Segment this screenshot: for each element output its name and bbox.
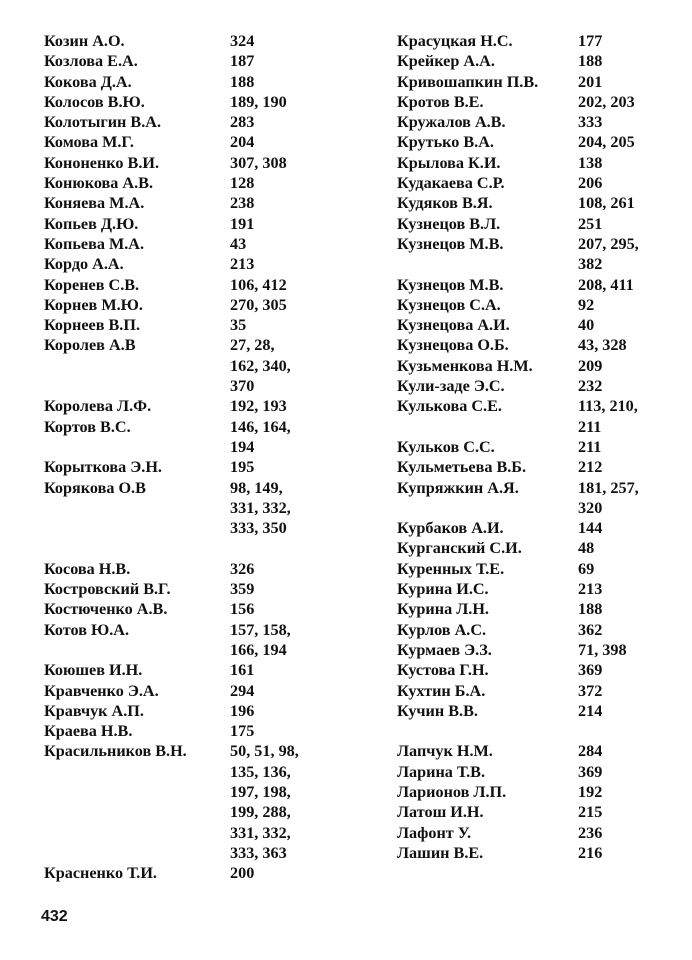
author-name: Крейкер А.А. <box>397 52 495 71</box>
page-references: 214 <box>578 701 603 720</box>
author-name: Козин А.О. <box>44 32 125 50</box>
author-name: Кротов В.Е. <box>397 92 484 111</box>
author-name: Крутько В.А. <box>397 133 494 152</box>
index-entry <box>397 478 682 519</box>
index-entry <box>44 214 344 234</box>
index-entry <box>397 31 682 51</box>
author-name: Корыткова Э.Н. <box>44 458 162 477</box>
page-references: 212 <box>578 458 603 477</box>
page-references: 50, 51, 98, 135, 136, 197, 198, 199, 288, 331, 332, 333, 363 <box>230 742 299 862</box>
author-name: Кули-заде Э.С. <box>397 377 505 396</box>
index-entry <box>44 275 344 295</box>
index-entry <box>397 457 682 477</box>
index-entry <box>397 315 682 335</box>
author-name: Курбаков А.И. <box>397 519 504 538</box>
page-references: 284 <box>578 742 603 761</box>
author-name: Латош И.Н. <box>397 803 484 822</box>
author-name: Копьева М.А. <box>44 234 145 253</box>
page-references: 215 <box>578 803 603 822</box>
page-references: 206 <box>578 174 603 193</box>
author-name: Курмаев Э.З. <box>397 640 492 659</box>
index-entry <box>44 112 344 132</box>
index-entry <box>44 72 344 92</box>
author-name: Кузнецов М.В. <box>397 234 504 253</box>
page-references: 175 <box>230 722 255 741</box>
index-entry <box>397 275 682 295</box>
page-references: 192, 193 <box>230 397 287 416</box>
author-name: Красильников В.Н. <box>44 742 187 761</box>
index-entry <box>397 295 682 315</box>
page-references: 69 <box>578 559 595 578</box>
index-entry <box>44 335 344 396</box>
page-number: 432 <box>41 908 68 925</box>
author-name: Комова М.Г. <box>44 133 134 152</box>
index-entry <box>397 132 682 152</box>
index-entry <box>44 396 344 416</box>
author-name: Кухтин Б.А. <box>397 681 486 700</box>
index-entry <box>397 335 682 355</box>
page-references: 188 <box>578 600 603 619</box>
page-references: 369 <box>578 762 603 781</box>
index-entry <box>397 396 682 437</box>
index-entry <box>397 437 682 457</box>
page-references: 157, 158, 166, 194 <box>230 620 291 659</box>
page-references: 196 <box>230 701 255 720</box>
page-references: 113, 210, 211 <box>578 397 638 436</box>
page-references: 177 <box>578 32 603 50</box>
author-name: Курганский С.И. <box>397 539 522 558</box>
index-entry <box>44 193 344 213</box>
page-references: 283 <box>230 113 255 132</box>
page-references: 192 <box>578 782 603 801</box>
author-name: Колотыгин В.А. <box>44 113 161 132</box>
page-references: 204, 205 <box>578 133 635 152</box>
author-name: Копьев Д.Ю. <box>44 214 139 233</box>
index-entry <box>397 579 682 599</box>
index-entry <box>397 72 682 92</box>
page-references: 191 <box>230 214 255 233</box>
page-references: 251 <box>578 214 603 233</box>
author-name: Кравчук А.П. <box>44 701 144 720</box>
page-references: 324 <box>230 32 255 50</box>
index-entry <box>44 478 344 539</box>
index-entry <box>397 518 682 538</box>
page-references: 189, 190 <box>230 92 287 111</box>
page-references: 211 <box>578 437 602 456</box>
page-references: 294 <box>230 681 255 700</box>
index-entry <box>397 356 682 376</box>
index-entry <box>397 843 682 863</box>
index-entry <box>397 823 682 843</box>
index-entry <box>397 214 682 234</box>
author-name: Кудяков В.Я. <box>397 194 493 213</box>
author-name: Кулькова С.Е. <box>397 397 502 416</box>
author-name: Коняева М.А. <box>44 194 145 213</box>
page-references: 307, 308 <box>230 153 287 172</box>
author-name: Ларина Т.В. <box>397 762 486 781</box>
author-name: Кравченко Э.А. <box>44 681 159 700</box>
author-name: Корнеев В.П. <box>44 316 140 335</box>
index-entry <box>44 153 344 173</box>
page-references: 204 <box>230 133 255 152</box>
page-references: 71, 398 <box>578 640 627 659</box>
index-entry <box>44 254 344 274</box>
page-references: 138 <box>578 153 603 172</box>
author-name: Лафонт У. <box>397 823 472 842</box>
page-references: 326 <box>230 559 255 578</box>
author-name: Корякова О.В <box>44 478 146 497</box>
author-name: Корнев М.Ю. <box>44 295 143 314</box>
index-entry <box>44 741 344 863</box>
author-name: Красненко Т.И. <box>44 864 157 883</box>
index-entry <box>397 193 682 213</box>
author-name: Кортов В.С. <box>44 417 131 436</box>
index-entry <box>397 782 682 802</box>
index-entry <box>44 660 344 680</box>
index-entry <box>44 579 344 599</box>
author-name: Коренев С.В. <box>44 275 140 294</box>
author-name: Лапчук Н.М. <box>397 742 493 761</box>
author-name: Кудакаева С.Р. <box>397 174 505 193</box>
page-references: 128 <box>230 174 255 193</box>
author-name: Конюкова А.В. <box>44 174 153 193</box>
page-references: 188 <box>578 52 603 71</box>
page-references: 181, 257, 320 <box>578 478 639 517</box>
author-name: Купряжкин А.Я. <box>397 478 519 497</box>
author-name: Кривошапкин П.В. <box>397 72 539 91</box>
index-entry <box>397 538 682 558</box>
page-references: 270, 305 <box>230 295 287 314</box>
author-name: Козлова Е.А. <box>44 52 138 71</box>
author-name: Кучин В.В. <box>397 701 478 720</box>
index-entry <box>397 112 682 132</box>
index-entry <box>397 640 682 660</box>
index-entry <box>397 92 682 112</box>
index-entry <box>44 620 344 661</box>
author-name: Кружалов А.В. <box>397 113 506 132</box>
index-entry <box>397 234 682 275</box>
page-references: 40 <box>578 316 595 335</box>
author-name: Курина И.С. <box>397 580 489 599</box>
index-entry <box>44 92 344 112</box>
page-references: 216 <box>578 843 603 862</box>
author-name: Костюченко А.В. <box>44 600 168 619</box>
author-name: Кордо А.А. <box>44 255 124 274</box>
page-references: 98, 149, 331, 332, 333, 350 <box>230 478 291 538</box>
index-entry <box>397 153 682 173</box>
page-references: 369 <box>578 661 603 680</box>
index-entry <box>397 376 682 396</box>
index-entry <box>397 173 682 193</box>
author-name: Куренных Т.Е. <box>397 559 505 578</box>
index-entry <box>44 863 344 883</box>
page-references: 106, 412 <box>230 275 287 294</box>
page-references: 144 <box>578 519 603 538</box>
index-entry <box>397 802 682 822</box>
author-name: Курлов А.С. <box>397 620 487 639</box>
index-entry <box>44 457 344 477</box>
index-entry <box>44 234 344 254</box>
index-entry <box>44 559 344 579</box>
index-entry <box>44 681 344 701</box>
index-entry <box>44 173 344 193</box>
author-name: Косова Н.В. <box>44 559 131 578</box>
page-references: 362 <box>578 620 603 639</box>
page-references: 209 <box>578 356 603 375</box>
index-entry <box>44 132 344 152</box>
author-name: Кузнецов М.В. <box>397 275 504 294</box>
page-references: 208, 411 <box>578 275 634 294</box>
author-name: Кульметьева В.Б. <box>397 458 527 477</box>
author-name: Коюшев И.Н. <box>44 661 143 680</box>
author-name: Кокова Д.А. <box>44 72 132 91</box>
author-name: Кононенко В.И. <box>44 153 160 172</box>
page-references: 27, 28, 162, 340, 370 <box>230 336 291 396</box>
index-entry <box>44 721 344 741</box>
page-references: 200 <box>230 864 255 883</box>
index-entry <box>397 762 682 782</box>
author-name: Королев А.В <box>44 336 136 355</box>
page-references: 333 <box>578 113 603 132</box>
author-name: Кульков С.С. <box>397 437 495 456</box>
index-column-left <box>44 31 344 883</box>
author-name: Кузьменкова Н.М. <box>397 356 533 375</box>
author-name: Краева Н.В. <box>44 722 133 741</box>
page-references: 195 <box>230 458 255 477</box>
page-references: 35 <box>230 316 247 335</box>
index-entry <box>44 701 344 721</box>
author-name: Крылова К.И. <box>397 153 501 172</box>
index-entry <box>44 51 344 71</box>
author-name: Кузнецов С.А. <box>397 295 501 314</box>
index-entry <box>44 31 344 51</box>
index-entry <box>397 681 682 701</box>
page-references: 359 <box>230 580 255 599</box>
page-references: 187 <box>230 52 255 71</box>
page-references: 201 <box>578 72 603 91</box>
author-name: Королева Л.Ф. <box>44 397 152 416</box>
index-entry <box>397 620 682 640</box>
page-references: 213 <box>578 580 603 599</box>
author-name: Кузнецова А.И. <box>397 316 510 335</box>
page-references: 48 <box>578 539 595 558</box>
page-references: 213 <box>230 255 255 274</box>
author-name: Костровский В.Г. <box>44 580 171 599</box>
page-references: 372 <box>578 681 603 700</box>
index-entry <box>397 51 682 71</box>
author-name: Кузнецов В.Л. <box>397 214 501 233</box>
author-name: Красуцкая Н.С. <box>397 32 513 50</box>
page-references: 43 <box>230 234 247 253</box>
page-references: 108, 261 <box>578 194 635 213</box>
index-entry <box>397 559 682 579</box>
page-references: 146, 164, 194 <box>230 417 291 456</box>
page-references: 43, 328 <box>578 336 627 355</box>
author-name: Колосов В.Ю. <box>44 92 145 111</box>
index-column-right <box>397 31 682 863</box>
page-references: 161 <box>230 661 255 680</box>
index-entry <box>44 417 344 458</box>
author-name: Курина Л.Н. <box>397 600 489 619</box>
index-entry <box>44 295 344 315</box>
page-references: 202, 203 <box>578 92 635 111</box>
page-references: 207, 295, 382 <box>578 234 639 274</box>
author-name: Ларионов Л.П. <box>397 782 507 801</box>
page-references: 92 <box>578 295 595 314</box>
page-references: 232 <box>578 377 603 396</box>
index-entry <box>397 660 682 680</box>
page-references: 238 <box>230 194 255 213</box>
page-references: 188 <box>230 72 255 91</box>
author-name: Кустова Г.Н. <box>397 661 489 680</box>
author-name: Лашин В.Е. <box>397 843 484 862</box>
index-entry <box>44 599 344 619</box>
author-name: Котов Ю.А. <box>44 620 130 639</box>
index-entry <box>44 315 344 335</box>
index-entry <box>397 741 682 761</box>
author-name: Кузнецова О.Б. <box>397 336 509 355</box>
page-references: 236 <box>578 823 603 842</box>
page-references: 156 <box>230 600 255 619</box>
index-entry <box>397 599 682 619</box>
index-entry <box>397 701 682 721</box>
